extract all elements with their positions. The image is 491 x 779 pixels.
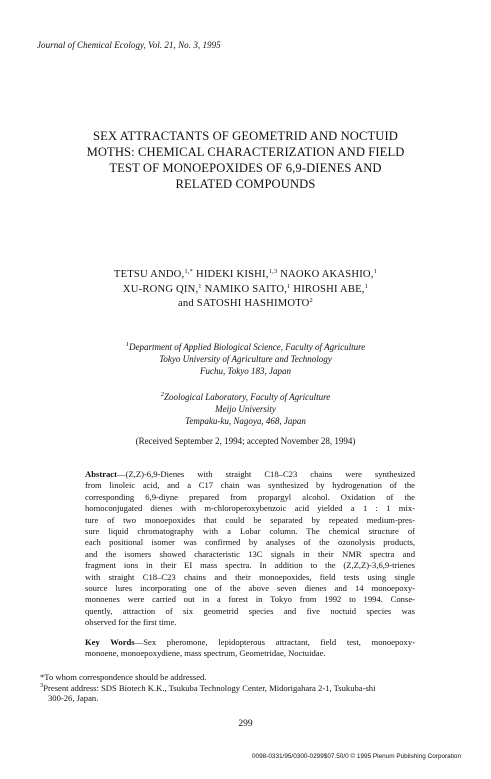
affiliation-line: Tokyo University of Agriculture and Technology [159,354,332,365]
affiliation-line: Tempaku-ku, Nagoya, 468, Japan [185,416,306,427]
affiliation-2 [40,391,451,428]
affiliation-line: Department of Applied Biological Science, Faculty of Agriculture [128,342,366,352]
author-name: HIDEKI KISHI, [193,269,269,280]
abstract-line: ture of two monoepoxides that could be separated by repeated medium-pres- [85,514,415,525]
abstract-line: —(Z,Z)-6,9-Dienes with straight C18–C23 chains were synthesized [116,469,415,479]
author-superscript: 1 [198,282,202,290]
abstract-line: sure liquid chromatography with a Lobar column. The chemical structure of [85,526,415,537]
footnote-address: Present address: SDS Biotech K.K., Tsukuba Technology Center, Midorigahara 2-1, Tsukuba-shi [43,682,376,693]
abstract-line: and the isomers showed characteristic 13C signals in their NMR spectra and [85,548,415,559]
footnotes [40,672,460,704]
affiliation-line: Fuchu, Tokyo 183, Japan [200,366,291,377]
abstract-line: source lures incorporating one of the above seven dienes and 14 monoepoxy- [85,583,415,594]
affiliation-marker: 1 [125,341,129,348]
author-superscript: 1 [287,282,291,290]
abstract-line: observed for the first time. [85,617,177,628]
affiliation-1 [40,341,451,378]
abstract-line: homoconjugated dienes with m-chloroperoxybenzoic acid yielded a 1 : 1 mix- [85,503,415,514]
affiliation-line: Meijo University [215,404,276,415]
author-superscript: 1,3 [268,268,278,275]
abstract-line: corresponding 6,9-diyne prepared from propargyl alcohol. Oxidation of the [85,491,415,502]
keywords-line: monoene, monoepoxydiene, mass spectrum, Geometridae, Noctuidae. [85,648,326,659]
author-superscript: 2 [309,297,313,305]
journal-citation: Journal of Chemical Ecology, Vol. 21, No. 3, 1995 [37,40,221,50]
abstract-line: with straight C18–C23 chains and their monoepoxides, field tests using single [85,571,415,582]
author-line-3 [40,297,451,312]
title-line: RELATED COMPOUNDS [175,177,316,191]
author-superscript: 1 [364,282,369,290]
footnote-correspondence: *To whom correspondence should be addressed. [40,672,207,682]
received-dates: (Received September 2, 1994; accepted November 28, 1994) [135,436,356,446]
abstract-label: Abstract [85,469,117,479]
keywords-label: Key Words [85,637,135,647]
abstract-line: each positional isomer was confirmed by analyses of the ozonolysis products, [85,537,415,548]
author-name: and SATOSHI HASHIMOTO [178,298,310,310]
abstract-line: quently, attraction of six geometrid species and five noctuid species was [85,605,415,616]
author-line-1 [40,268,451,283]
author-name: TETSU ANDO, [113,269,185,280]
affiliation-marker: 2 [160,391,164,398]
keywords-line: —Sex pheromone, lepidopterous attractant, field test, monoepoxy- [134,637,415,647]
abstract-line: fragment ions in their EI mass spectra. In addition to the (Z,Z,Z)-3,6,9-trienes [85,560,415,571]
author-line-2 [40,283,451,298]
keywords [85,637,415,660]
title-line: TEST OF MONOEPOXIDES OF 6,9-DIENES AND [109,161,382,175]
author-superscript: 1 [373,268,378,275]
abstract [85,469,415,629]
affiliation-line: Zoological Laboratory, Faculty of Agriculture [164,392,331,402]
abstract-line: monoenes were carried out in a forest in Tokyo from 1992 to 1994. Conse- [85,594,415,605]
article-title [40,128,451,192]
copyright-line: 0098-0331/95/0300-0299$07.50/0 © 1995 Plenum Publishing Corporation [251,753,461,760]
page-number: 299 [238,719,253,729]
author-list [40,268,451,312]
author-superscript: 1,* [184,268,194,275]
author-name: XU-RONG QIN, [122,283,199,295]
footnote-address-cont: 300-26, Japan. [48,693,99,704]
footnote-marker: 3 [40,681,44,689]
author-name: HIROSHI ABE, [290,283,365,295]
title-line: SEX ATTRACTANTS OF GEOMETRID AND NOCTUID [93,129,398,143]
title-line: MOTHS: CHEMICAL CHARACTERIZATION AND FIELD [86,145,405,159]
author-name: NAMIKO SAITO, [201,283,288,295]
abstract-line: from linoleic acid, and a C17 chain was synthesized by hydrogenation of the [85,480,415,491]
author-name: NAOKO AKASHIO, [277,269,374,280]
